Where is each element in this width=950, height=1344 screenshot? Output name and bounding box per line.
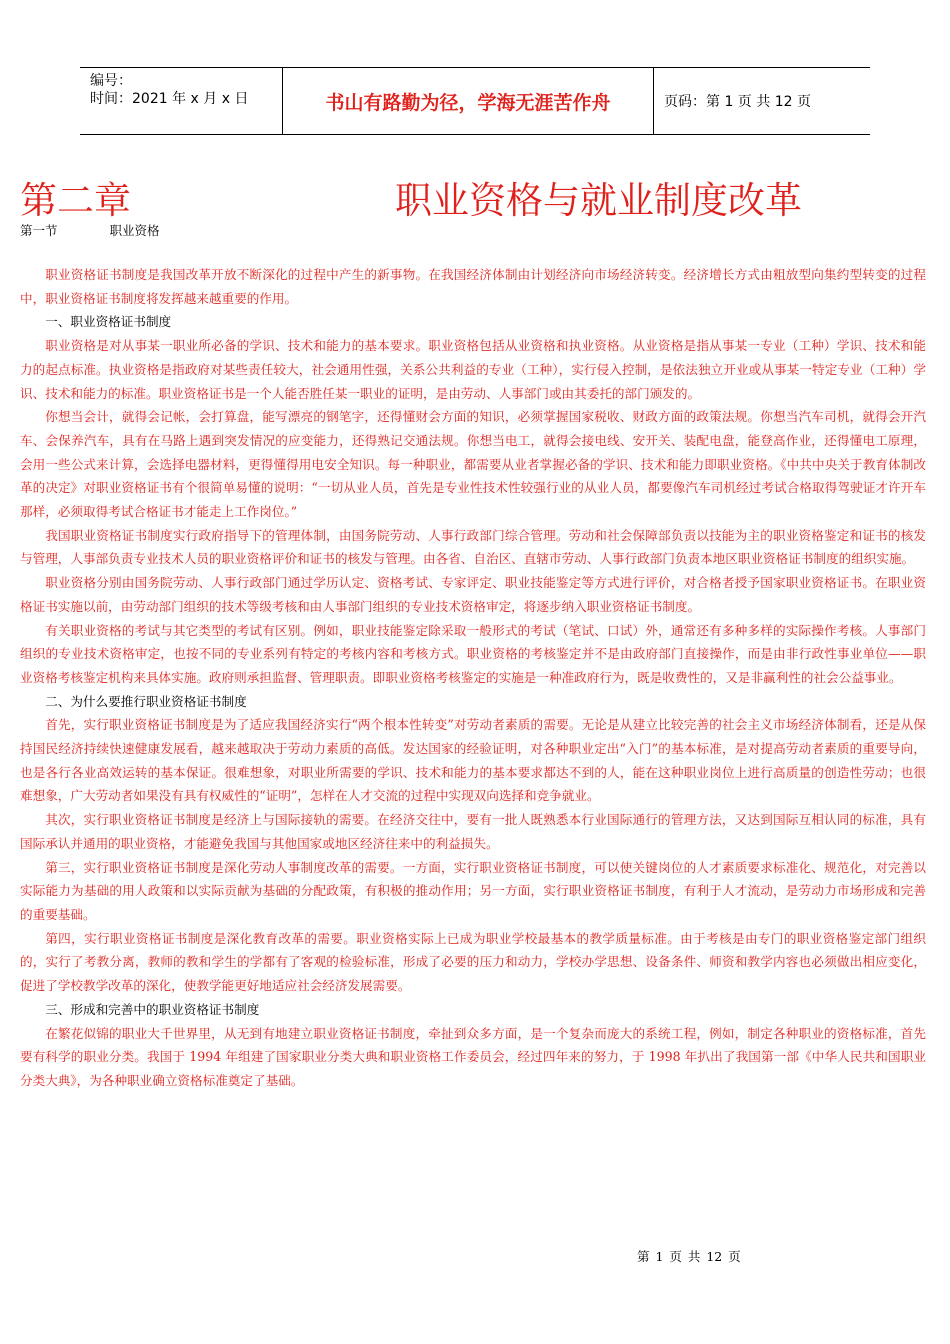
document-body: [20, 263, 926, 1093]
subheading: 一、职业资格证书制度: [45, 314, 172, 330]
body-paragraph: 职业资格是对从事某一职业所必备的学识、技术和能力的基本要求。职业资格包括从业资格和执业资格。从业资格是指从事某一专业（工种）学识、技术和能力的起点标准。执业资格是指政府对某些责任较大，社会通用性强，关系公共利益的专业（工种），实行侵入控制，是依法独立开业或从事某一特定专业（工种）学识、技术和能力的标准。职业资格证书是一个人能否胜任某一职业的证明，是由劳动、人事部门或由其委托的部门颁发的。: [20, 338, 926, 401]
page-footer: 第 1 页 共 12 页: [637, 1249, 741, 1264]
chapter-title: 职业资格与就业制度改革: [395, 179, 802, 222]
subheading: 二、为什么要推行职业资格证书制度: [45, 693, 247, 709]
header-meta-cell: [80, 68, 282, 134]
body-paragraph: 职业资格分别由国务院劳动、人事行政部门通过学历认定、资格考试、专家评定、职业技能鉴定等方式进行评价，对合格者授予国家职业资格证书。在职业资格证书实施以前，由劳动部门组织的技术等级考核和由人事部门组织的专业技术资格审定，将逐步纳入职业资格证书制度。: [20, 575, 926, 614]
body-paragraph: 职业资格证书制度是我国改革开放不断深化的过程中产生的新事物。在我国经济体制由计划经济向市场经济转变。经济增长方式由粗放型向集约型转变的过程中，职业资格证书制度将发挥越来越重要的作用。: [20, 267, 926, 306]
body-paragraph: 第四，实行职业资格证书制度是深化教育改革的需要。职业资格实际上已成为职业学校最基本的教学质量标准。由于考核是由专门的职业资格鉴定部门组织的，实行了考教分离，教师的教和学生的学都有了客观的检验标准，形成了必要的压力和动力，学校办学思想、设备条件、师资和教学内容也必须做出相应变化，促进了学校教学改革的深化，使教学能更好地适应社会经济发展需要。: [20, 930, 926, 994]
header-page-info: 页码：第 1 页 共 12 页: [664, 94, 811, 110]
body-paragraph: 我国职业资格证书制度实行政府指导下的管理体制，由国务院劳动、人事行政部门综合管理。劳动和社会保障部负责以技能为主的职业资格鉴定和证书的核发与管理，人事部负责专业技术人员的职业资格评价和证书的核发与管理。由各省、自治区、直辖市劳动、人事行政部门负责本地区职业资格证书制度的组织实施。: [20, 527, 926, 567]
body-paragraph: 你想当会计，就得会记帐，会打算盘，能写漂亮的钢笔字，还得懂财会方面的知识，必须掌握国家税收、财政方面的政策法规。你想当汽车司机，就得会开汽车、会保养汽车，具有在马路上遇到突发情况的应变能力，还得熟记交通法规。你想当电工，就得会接电线、安开关、装配电盘，能登高作业，还得懂电工原理，会用一些公式来计算，会选择电器材料，更得懂得用电安全知识。每一种职业，都需要从业者掌握必备的学识、技术和能力即职业资格。《中共中央关于教育体制改革的决定》对职业资格证书有个很简单易懂的说明：“一切从业人员，首先是专业性技术性较强行业的从业人员，都要像汽车司机经过考试合格取得驾驶证才许开车那样，必须取得考试合格证书才能走上工作岗位。”: [20, 409, 926, 520]
document-header-table: [80, 67, 870, 135]
body-paragraph: 第三，实行职业资格证书制度是深化劳动人事制度改革的需要。一方面，实行职业资格证书制度，可以使关键岗位的人才素质要求标准化、规范化，对完善以实际能力为基础的用人政策和以实际贡献为基础的分配政策，有积极的推动作用；另一方面，实行职业资格证书制度，有利于人才流动，是劳动力市场形成和完善的重要基础。: [20, 859, 926, 922]
body-paragraph: 其次，实行职业资格证书制度是经济上与国际接轨的需要。在经济交往中，要有一批人既熟悉本行业国际通行的管理方法，又达到国际互相认同的标准，具有国际承认并通用的职业资格，才能避免我国与其他国家或地区经济往来中的利益损失。: [20, 812, 926, 851]
body-paragraph: 首先，实行职业资格证书制度是为了适应我国经济实行“两个根本性转变”对劳动者素质的需要。无论是从建立比较完善的社会主义市场经济体制看，还是从保持国民经济持续快速健康发展看，越来越取决于劳动力素质的高低。发达国家的经验证明，对各种职业定出“入门”的基本标准，是对提高劳动者素质的重要导向，也是各行各业高效运转的基本保证。很难想象，对职业所需要的学识、技术和能力的基本要求都达不到的人，能在这种职业岗位上进行高质量的创造性劳动；也很难想象，广大劳动者如果没有具有权威性的“证明”，怎样在人才交流的过程中实现双向选择和竞争就业。: [20, 717, 926, 804]
body-paragraph: 有关职业资格的考试与其它类型的考试有区别。例如，职业技能鉴定除采取一般形式的考试（笔试、口试）外，通常还有多种多样的实际操作考核。人事部门组织的专业技术资格审定，也按不同的专业系列有特定的考核内容和考核方式。职业资格的考核鉴定并不是由政府部门直接操作，而是由非行政性事业单位——职业资格考核鉴定机构来具体实施。政府则承担监督、管理职责。即职业资格考核鉴定的实施是一种准政府行为，既是收费性的，又是非赢利性的社会公益事业。: [20, 622, 926, 685]
header-motto: 书山有路勤为径，学海无涯苦作舟: [282, 68, 654, 134]
chapter-heading: [20, 170, 930, 222]
section-number: 第一节: [20, 223, 58, 238]
section-title: 职业资格: [109, 223, 160, 238]
document-time-label: 时间：2021 年 x 月 x 日: [90, 91, 249, 107]
chapter-number: 第二章: [20, 179, 131, 222]
subheading: 三、形成和完善中的职业资格证书制度: [45, 1001, 260, 1017]
body-paragraph: 在繁花似锦的职业大千世界里，从无到有地建立职业资格证书制度，牵扯到众多方面，是一个复杂而庞大的系统工程，例如，制定各种职业的资格标准，首先要有科学的职业分类。我国于 1994 年组建了国家职业分类大典和职业资格工作委员会，经过四年来的努力，于 1998 年扒出了我国第一部《中华人民共和国职业分类大典》，为各种职业确立资格标准奠定了基础。: [20, 1025, 926, 1088]
section-heading: [20, 221, 160, 239]
document-number-label: 编号：: [90, 73, 132, 89]
